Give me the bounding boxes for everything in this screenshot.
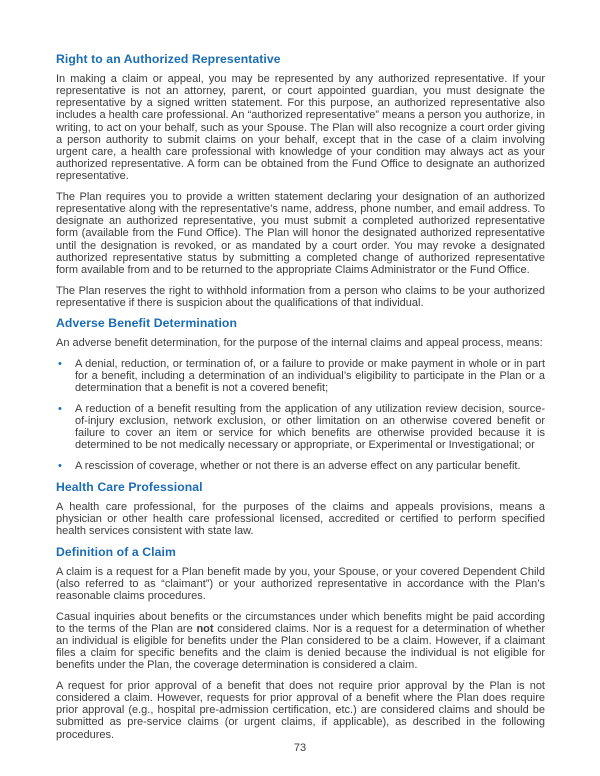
section-heading: Adverse Benefit Determination bbox=[56, 316, 238, 331]
list-item-text: A reduction of a benefit resulting from the application of any utilization review decision, source-of-injury exclusion, network exclusion, or other limitation on an otherwise covered benefit or failure to cover an item or service for which benefits are otherwise provided because it is determined to be not medically necessary or appropriate, or Experimental or Investigational; or bbox=[75, 402, 545, 452]
list-item bbox=[56, 358, 545, 394]
paragraph: The Plan requires you to provide a written statement declaring your designation of an authorized representative along with the representative’s name, address, phone number, and email address. To designate an authorized representative, you must submit a completed authorized representative form (available from the Fund Office). The Plan will honor the designated authorized representative until the designation is revoked, or as mandated by a court order. You may revoke a designated authorized representative status by submitting a completed change of authorized representative form available from and to be returned to the appropriate Claims Administrator or the Fund Office. bbox=[56, 190, 545, 276]
list-item-text: A rescission of coverage, whether or not there is an adverse effect on any particular benefit. bbox=[75, 460, 521, 473]
bullet-icon: • bbox=[58, 357, 62, 370]
document-content bbox=[56, 53, 545, 749]
page-number: 73 bbox=[293, 742, 307, 754]
list-item-text: A denial, reduction, or termination of, or a failure to provide or make payment in whole or in part for a benefit, including a determination of an individual’s eligibility to participate in the Plan or a determination that a benefit is not a covered benefit; bbox=[75, 357, 545, 395]
section-heading: Health Care Professional bbox=[56, 479, 203, 494]
paragraph: In making a claim or appeal, you may be represented by any authorized representative. If your representative is not an attorney, parent, or court appointed guardian, you must designate the representative by a signed written statement. For this purpose, an authorized representative also includes a health care professional. An “authorized representative” means a person you authorize, in writing, to act on your behalf, such as your Spouse. The Plan will also recognize a court order giving a person authority to submit claims on your behalf, except that in the case of a claim involving urgent care, a health care professional with knowledge of your condition may always act as your authorized representative. A form can be obtained from the Fund Office to designate an authorized representative. bbox=[56, 73, 545, 183]
bullet-icon: • bbox=[58, 402, 62, 415]
section-heading: Definition of a Claim bbox=[56, 544, 176, 559]
bullet-icon: • bbox=[58, 460, 62, 473]
section-heading: Right to an Authorized Representative bbox=[56, 52, 281, 66]
paragraph: An adverse benefit determination, for the purpose of the internal claims and appeal process, means: bbox=[56, 337, 543, 350]
list-item bbox=[56, 460, 545, 472]
paragraph: Casual inquiries about benefits or the circumstances under which benefits might be paid according to the terms of the Plan are not considered claims. Nor is a request for a determination of whether an individual is eligible for benefits under the Plan considered to be a claim. However, if a claimant files a claim for specific benefits and the claim is denied because the individual is not eligible for benefits under the Plan, the coverage determination is considered a claim. bbox=[56, 610, 545, 672]
list-item bbox=[56, 403, 545, 452]
paragraph: A health care professional, for the purposes of the claims and appeals provisions, means a physician or other health care professional licensed, accredited or certified to perform specified health services consistent with state law. bbox=[56, 500, 545, 538]
paragraph: A request for prior approval of a benefit that does not require prior approval by the Plan is not considered a claim. However, requests for prior approval of a benefit where the Plan does require prior approval (e.g., hospital pre-admission certification, etc.) are considered claims and should be submitted as pre-service claims (or urgent claims, if applicable), as described in the following procedures. bbox=[56, 679, 545, 741]
paragraph: The Plan reserves the right to withhold information from a person who claims to be your authorized representative if there is suspicion about the qualifications of that individual. bbox=[56, 284, 545, 309]
paragraph: A claim is a request for a Plan benefit made by you, your Spouse, or your covered Dependent Child (also referred to as “claimant”) or your authorized representative in accordance with the Plan’s reasonable claims procedures. bbox=[56, 565, 545, 602]
